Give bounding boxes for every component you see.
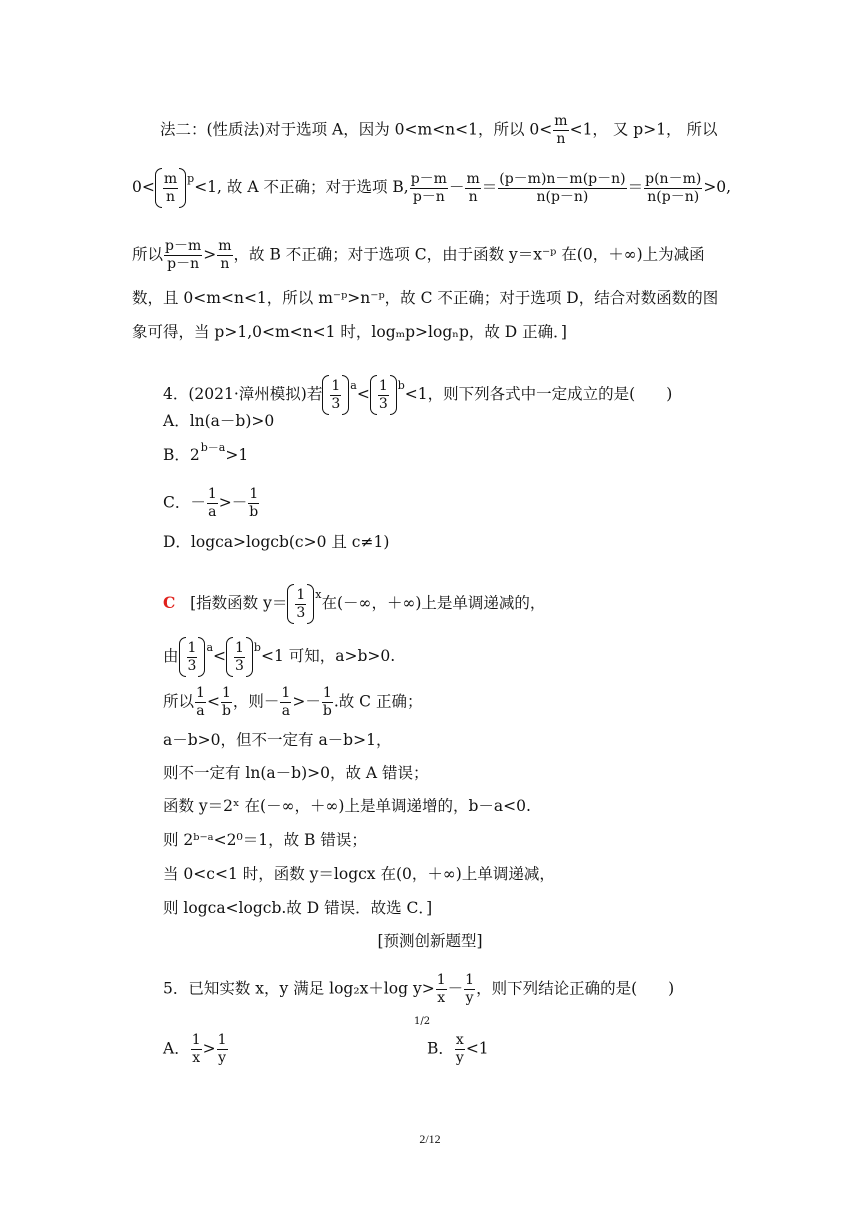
text: <1， 又 p>1， 所以: [569, 120, 718, 139]
power-expression: [179, 637, 213, 677]
numerator: p(n－m): [645, 170, 702, 187]
answer-letter: C: [163, 593, 176, 612]
denominator: 3: [187, 657, 197, 674]
text: <1: [465, 1039, 489, 1058]
text: >: [202, 1039, 216, 1058]
right-paren: [390, 375, 397, 415]
text: <1 可知，a>b>0.: [260, 647, 396, 665]
denominator: a: [196, 703, 205, 719]
fraction: [436, 972, 447, 1007]
log-base-half: 1/2: [414, 1016, 431, 1027]
answer-line1: [163, 584, 545, 624]
numerator: x: [455, 1032, 464, 1048]
method2-line3: [132, 238, 705, 273]
numerator: 1: [191, 1032, 201, 1048]
exponent: p: [187, 172, 195, 185]
fraction: [191, 1032, 202, 1067]
numerator: p－m: [410, 170, 447, 187]
left-paren: [287, 584, 294, 624]
text: 所以: [132, 245, 164, 264]
right-paren: [179, 168, 186, 208]
power-expression: [226, 637, 261, 677]
fraction: [378, 378, 389, 413]
question-4-stem: [163, 375, 672, 415]
numerator: 1: [196, 685, 205, 701]
fraction: [217, 238, 232, 273]
denominator: a: [208, 504, 217, 520]
denominator: y: [218, 1050, 227, 1066]
text: 在(－∞，＋∞)上是单调递减的，: [321, 594, 546, 612]
text: <1，则下列各式中一定成立的是( ): [404, 385, 673, 403]
fraction: [221, 685, 232, 720]
text: B．2: [163, 446, 200, 464]
numerator: m: [218, 238, 232, 254]
fraction: [498, 171, 626, 206]
method2-line2: [132, 168, 731, 208]
fraction: [217, 1032, 228, 1067]
denominator: 3: [331, 395, 341, 412]
fraction: [187, 640, 198, 675]
numerator: 1: [378, 377, 388, 394]
right-paren: [307, 584, 314, 624]
q5-option-a: [163, 1032, 229, 1067]
denominator: b: [322, 703, 332, 719]
numerator: 1: [322, 685, 332, 701]
exponent: b: [397, 379, 405, 392]
fraction: [465, 171, 480, 206]
option-b: [163, 441, 249, 467]
fraction: [280, 685, 291, 720]
denominator: p－n: [412, 188, 445, 205]
left-paren: [155, 168, 162, 208]
denominator: n: [556, 131, 566, 147]
denominator: n(p－n): [536, 188, 589, 205]
numerator: m: [466, 170, 480, 187]
denominator: p－n: [167, 256, 200, 272]
text: ，则－: [232, 692, 280, 711]
page-number: 2/12: [419, 1132, 441, 1146]
text: <: [356, 385, 370, 403]
left-paren: [370, 375, 377, 415]
method2-line1: [160, 113, 717, 148]
text: >0,: [703, 178, 732, 196]
text: C．－: [163, 493, 206, 512]
text: 法二：(性质法)对于选项 A，因为 0<m<n<1，所以 0<: [160, 120, 553, 139]
left-paren: [226, 637, 233, 677]
numerator: 1: [331, 377, 341, 394]
exponent: b－a: [200, 441, 226, 454]
text: <: [206, 692, 220, 711]
text: >－: [292, 692, 321, 711]
left-paren: [179, 637, 186, 677]
denominator: 3: [296, 604, 306, 621]
denominator: x: [192, 1050, 201, 1066]
text: －: [448, 178, 465, 196]
right-paren: [246, 637, 253, 677]
section-title: [预测创新题型]: [377, 932, 483, 950]
denominator: y: [465, 990, 474, 1006]
answer-line8: 当 0<c<1 时，函数 y＝logcx 在(0，＋∞)上单调递减，: [163, 865, 555, 883]
text: ＝: [627, 178, 644, 196]
answer-line5: 则不一定有 ln(a－b)>0，故 A 错误；: [163, 764, 429, 782]
text: 所以: [163, 692, 195, 711]
exponent: b: [253, 641, 261, 654]
text: ，则下列结论正确的是( ): [476, 979, 675, 998]
text: 由: [163, 647, 179, 665]
fraction: [195, 685, 206, 720]
right-paren: [342, 375, 349, 415]
numerator: p－m: [165, 238, 202, 254]
numerator: 1: [221, 685, 231, 701]
option-a: A．ln(a－b)>0: [163, 412, 275, 430]
answer-line7: 则 2ᵇ⁻ᵃ<2⁰＝1，故 B 错误；: [163, 831, 367, 849]
fraction: [248, 486, 259, 521]
denominator: 3: [378, 395, 388, 412]
text: ＝: [481, 178, 498, 196]
answer-line2: [163, 637, 395, 677]
answer-line9: 则 logca<logcb.故 D 错误．故选 C．]: [163, 899, 433, 917]
text: [指数函数 y＝: [190, 594, 288, 612]
numerator: 1: [249, 486, 259, 502]
fraction: [644, 171, 702, 206]
denominator: b: [221, 703, 231, 719]
fraction: [207, 486, 218, 521]
numerator: 1: [436, 972, 446, 988]
power-expression: [287, 584, 321, 624]
denominator: n: [468, 188, 478, 205]
fraction: [330, 378, 341, 413]
text: B．: [427, 1039, 454, 1058]
left-paren: [322, 375, 329, 415]
power-expression: [322, 375, 356, 415]
denominator: y: [455, 1050, 464, 1066]
fraction: [322, 685, 333, 720]
text: ，故 B 不正确；对于选项 C，由于函数 y＝x⁻ᵖ 在(0，＋∞)上为减函: [233, 245, 705, 264]
denominator: n(p－n): [647, 188, 700, 205]
text: A．: [163, 1039, 190, 1058]
question-5-stem: [163, 972, 674, 1007]
right-paren: [198, 637, 205, 677]
power-expression: [370, 375, 405, 415]
fraction: [163, 171, 178, 206]
text: .故 C 正确；: [333, 692, 423, 711]
denominator: 3: [235, 657, 244, 674]
exponent: a: [350, 379, 357, 392]
numerator: 1: [207, 486, 217, 502]
option-c: [163, 486, 260, 521]
fraction: [464, 972, 475, 1007]
numerator: 1: [187, 639, 197, 656]
exponent: a: [206, 641, 213, 654]
denominator: n: [165, 188, 176, 205]
numerator: 1: [281, 685, 291, 701]
denominator: x: [437, 990, 446, 1006]
exponent: x: [315, 588, 322, 601]
power-expression: [155, 168, 194, 208]
answer-line4: a－b>0，但不一定有 a－b>1，: [163, 731, 392, 749]
denominator: a: [281, 703, 291, 719]
text: －: [447, 979, 464, 998]
fraction: [455, 1032, 465, 1067]
numerator: (p－m)n－m(p－n): [499, 170, 626, 187]
numerator: 1: [296, 586, 306, 603]
method2-line5: 象可得，当 p>1,0<m<n<1 时，logₘp>logₙp，故 D 正确．]: [132, 323, 567, 341]
fraction: [410, 171, 448, 206]
fraction: [295, 587, 306, 622]
answer-line6: 函数 y＝2ˣ 在(－∞，＋∞)上是单调递增的，b－a<0.: [163, 797, 531, 815]
numerator: 1: [217, 1032, 227, 1048]
fraction: [164, 238, 202, 273]
denominator: b: [249, 504, 259, 520]
numerator: 1: [235, 639, 244, 656]
text: 0<: [132, 178, 155, 196]
text: >－: [218, 493, 248, 512]
fraction: [234, 640, 245, 675]
option-d: D．logca>logcb(c>0 且 c≠1): [163, 533, 390, 551]
text: <: [213, 647, 226, 665]
fraction: [553, 113, 568, 148]
method2-line4: 数，且 0<m<n<1，所以 m⁻ᵖ>n⁻ᵖ，故 C 不正确；对于选项 D，结合对数函数的图: [132, 289, 719, 307]
text: 4．(2021·漳州模拟)若: [163, 385, 323, 403]
answer-line3: [163, 685, 422, 720]
q5-option-b: [427, 1032, 489, 1067]
text: >1: [225, 446, 249, 464]
numerator: m: [163, 170, 178, 187]
text: 5．已知实数 x，y 满足 log₂x＋log y>: [163, 979, 435, 998]
numerator: 1: [465, 972, 475, 988]
text: >: [203, 245, 217, 264]
text: <1, 故 A 不正确；对于选项 B,: [194, 178, 409, 196]
numerator: m: [554, 113, 568, 129]
denominator: n: [220, 256, 230, 272]
